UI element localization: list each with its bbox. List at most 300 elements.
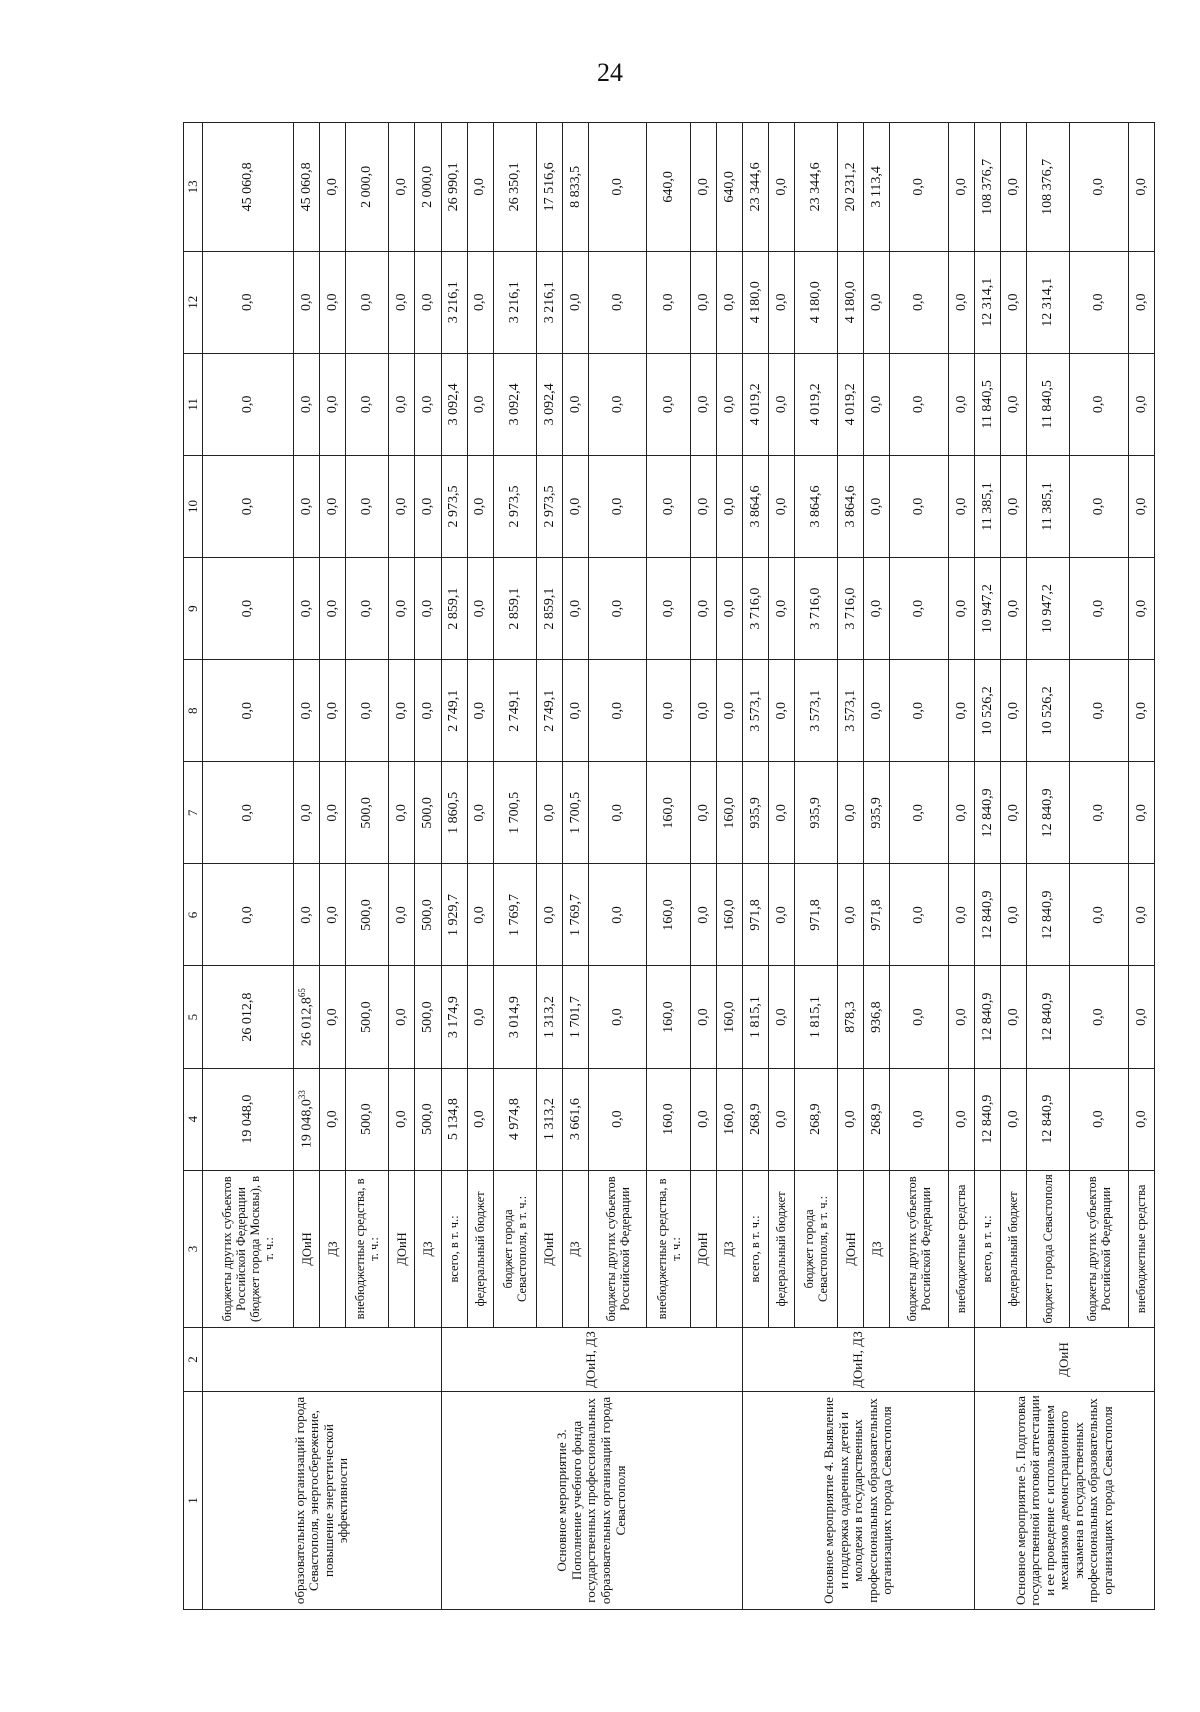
value-text: 3 174,9 — [446, 996, 462, 1039]
value-text: 3 661,6 — [567, 1098, 583, 1141]
value-text: 11 385,1 — [979, 482, 995, 531]
value-text: 3 092,4 — [506, 383, 522, 426]
value-text: 0,0 — [394, 497, 410, 516]
value-text: 0,0 — [324, 906, 340, 924]
value-cell-col-9 — [389, 558, 415, 660]
value-text: 0,0 — [1005, 599, 1021, 618]
value-cell-col-10 — [742, 455, 768, 557]
value-text: 0,0 — [240, 804, 256, 822]
value-text: 0,0 — [911, 906, 927, 924]
value-cell-col-13 — [768, 123, 794, 252]
value-cell-col-12 — [647, 251, 690, 353]
value-cell-col-13 — [588, 123, 647, 252]
value-text: 0,0 — [420, 701, 436, 720]
value-cell-col-6 — [1026, 864, 1069, 966]
value-cell-col-4 — [294, 1068, 320, 1170]
funding-source-cell: федеральный бюджет — [768, 1170, 794, 1327]
value-cell-col-6 — [716, 864, 742, 966]
funding-source-cell: ДЗ — [864, 1170, 890, 1327]
value-cell-col-4 — [690, 1068, 716, 1170]
value-cell-col-11 — [441, 353, 467, 455]
value-cell-col-12 — [864, 251, 890, 353]
funding-source-cell: ДОиН — [690, 1170, 716, 1327]
value-cell-col-7 — [1070, 762, 1129, 864]
value-text: 0,0 — [953, 497, 969, 516]
value-cell-col-6 — [690, 864, 716, 966]
value-cell-col-11 — [1026, 353, 1069, 455]
table-row — [974, 123, 1000, 1610]
value-cell-col-4 — [974, 1068, 1000, 1170]
value-text: 108 376,7 — [979, 158, 995, 215]
value-text: 0,0 — [609, 906, 625, 924]
value-cell-col-7 — [690, 762, 716, 864]
value-text: 1 701,7 — [567, 996, 583, 1039]
value-cell-col-10 — [441, 455, 467, 557]
value-text: 1 815,1 — [747, 996, 763, 1039]
value-text: 0,0 — [324, 701, 340, 720]
value-cell-col-11 — [838, 353, 864, 455]
value-text: 1 700,5 — [506, 791, 522, 834]
value-cell-col-10 — [864, 455, 890, 557]
value-cell-col-9 — [742, 558, 768, 660]
value-text: 17 516,6 — [541, 162, 557, 212]
value-text: 12 840,9 — [1040, 890, 1056, 940]
value-text: 0,0 — [1005, 497, 1021, 516]
value-cell-col-6 — [346, 864, 389, 966]
value-text: 0,0 — [394, 293, 410, 312]
value-text: 0,0 — [695, 1008, 711, 1026]
value-text: 0,0 — [609, 293, 625, 312]
value-text: 0,0 — [1005, 701, 1021, 720]
value-cell-col-5 — [1070, 966, 1129, 1068]
value-cell-col-12 — [441, 251, 467, 353]
value-cell-col-6 — [974, 864, 1000, 966]
funding-source-cell: ДОиН — [838, 1170, 864, 1327]
value-cell-col-7 — [974, 762, 1000, 864]
value-text: 500,0 — [420, 899, 436, 931]
value-text: 0,0 — [1133, 599, 1149, 618]
value-text: 0,0 — [472, 178, 488, 196]
value-text: 0,0 — [609, 599, 625, 618]
value-text: 160,0 — [660, 1001, 676, 1033]
value-text: 0,0 — [472, 497, 488, 516]
funding-source-cell: бюджеты других субъектов Российской Федерации — [890, 1170, 949, 1327]
value-text: 0,0 — [240, 497, 256, 516]
value-cell-col-5 — [536, 966, 562, 1068]
value-cell-col-9 — [690, 558, 716, 660]
value-text: 0,0 — [868, 701, 884, 720]
value-cell-col-6 — [562, 864, 588, 966]
value-cell-col-9 — [346, 558, 389, 660]
value-cell-col-10 — [294, 455, 320, 557]
value-text: 935,9 — [747, 797, 763, 829]
value-text: 0,0 — [660, 497, 676, 516]
value-text: 0,0 — [541, 804, 557, 822]
value-cell-col-4 — [1026, 1068, 1069, 1170]
value-cell-col-5 — [441, 966, 467, 1068]
funding-source-cell: бюджет города Севастополя, в т. ч.: — [794, 1170, 837, 1327]
value-cell-col-8 — [294, 660, 320, 762]
value-cell-col-6 — [1128, 864, 1154, 966]
value-cell-col-7 — [320, 762, 346, 864]
value-text: 23 344,6 — [808, 162, 824, 212]
value-text: 0,0 — [472, 395, 488, 414]
funding-source-cell: внебюджетные средства — [1128, 1170, 1154, 1327]
funding-source-cell: федеральный бюджет — [1000, 1170, 1026, 1327]
column-number-8: 8 — [184, 660, 203, 762]
value-cell-col-5 — [320, 966, 346, 1068]
value-cell-col-13 — [203, 123, 294, 252]
value-cell-col-5 — [1026, 966, 1069, 1068]
value-text: 0,0 — [911, 178, 927, 196]
value-cell-col-10 — [890, 455, 949, 557]
value-cell-col-8 — [1070, 660, 1129, 762]
value-cell-col-12 — [794, 251, 837, 353]
value-text: 12 840,9 — [1040, 992, 1056, 1042]
value-text: 0,0 — [842, 906, 858, 924]
value-text: 0,0 — [911, 701, 927, 720]
value-text: 0,0 — [695, 293, 711, 312]
value-cell-col-8 — [838, 660, 864, 762]
value-text: 0,0 — [1091, 497, 1107, 516]
value-cell-col-13 — [294, 123, 320, 252]
value-cell-col-7 — [742, 762, 768, 864]
value-cell-col-4 — [562, 1068, 588, 1170]
value-text: 11 840,5 — [1040, 380, 1056, 429]
value-cell-col-8 — [1000, 660, 1026, 762]
value-text: 0,0 — [472, 804, 488, 822]
value-text: 0,0 — [1005, 1008, 1021, 1026]
value-cell-col-7 — [1026, 762, 1069, 864]
value-text: 160,0 — [660, 797, 676, 829]
value-cell-col-10 — [346, 455, 389, 557]
value-cell-col-13 — [467, 123, 493, 252]
value-text: 0,0 — [1091, 178, 1107, 196]
value-text: 0,0 — [911, 1110, 927, 1128]
column-number-3: 3 — [184, 1170, 203, 1327]
value-cell-col-4 — [647, 1068, 690, 1170]
value-text: 160,0 — [721, 1103, 737, 1135]
value-text: 3 216,1 — [446, 281, 462, 324]
value-cell-col-7 — [562, 762, 588, 864]
value-text: 0,0 — [911, 395, 927, 414]
value-cell-col-9 — [441, 558, 467, 660]
value-cell-col-10 — [493, 455, 536, 557]
value-cell-col-9 — [467, 558, 493, 660]
value-cell-col-12 — [389, 251, 415, 353]
value-cell-col-7 — [441, 762, 467, 864]
value-cell-col-8 — [1026, 660, 1069, 762]
value-text: 0,0 — [773, 497, 789, 516]
value-cell-col-5 — [864, 966, 890, 1068]
value-text: 0,0 — [240, 395, 256, 414]
value-cell-col-12 — [1000, 251, 1026, 353]
value-text: 20 231,2 — [842, 162, 858, 212]
value-cell-col-9 — [415, 558, 441, 660]
funding-source-cell: ДЗ — [716, 1170, 742, 1327]
value-text: 3 092,4 — [446, 383, 462, 426]
value-text: 0,0 — [541, 906, 557, 924]
value-text: 0,0 — [660, 701, 676, 720]
value-cell-col-6 — [1070, 864, 1129, 966]
value-text: 3 216,1 — [506, 281, 522, 324]
value-cell-col-13 — [441, 123, 467, 252]
value-text: 0,0 — [868, 497, 884, 516]
value-cell-col-11 — [294, 353, 320, 455]
value-text: 500,0 — [359, 899, 375, 931]
value-text: 4 180,0 — [808, 281, 824, 324]
value-text: 0,0 — [472, 1008, 488, 1026]
funding-source-cell: ДЗ — [320, 1170, 346, 1327]
value-cell-col-10 — [948, 455, 974, 557]
value-cell-col-10 — [588, 455, 647, 557]
value-text: 26 012,8 — [240, 992, 256, 1042]
value-cell-col-7 — [294, 762, 320, 864]
value-cell-col-6 — [647, 864, 690, 966]
value-text: 160,0 — [660, 1103, 676, 1135]
value-text: 1 313,2 — [541, 996, 557, 1039]
value-cell-col-7 — [493, 762, 536, 864]
value-cell-col-9 — [1000, 558, 1026, 660]
value-cell-col-8 — [1128, 660, 1154, 762]
value-cell-col-9 — [838, 558, 864, 660]
value-cell-col-10 — [203, 455, 294, 557]
value-cell-col-11 — [794, 353, 837, 455]
value-cell-col-5 — [716, 966, 742, 1068]
value-cell-col-8 — [742, 660, 768, 762]
value-cell-col-5 — [493, 966, 536, 1068]
value-text: 0,0 — [609, 1008, 625, 1026]
value-cell-col-12 — [948, 251, 974, 353]
value-cell-col-11 — [562, 353, 588, 455]
value-cell-col-6 — [768, 864, 794, 966]
value-text: 0,0 — [695, 497, 711, 516]
value-text: 12 840,9 — [979, 1094, 995, 1144]
value-cell-col-10 — [1000, 455, 1026, 557]
value-cell-col-8 — [320, 660, 346, 762]
value-text: 0,0 — [953, 178, 969, 196]
value-text: 0,0 — [1005, 1110, 1021, 1128]
value-cell-col-7 — [1000, 762, 1026, 864]
value-cell-col-4 — [1000, 1068, 1026, 1170]
value-cell-col-5 — [647, 966, 690, 1068]
value-cell-col-8 — [768, 660, 794, 762]
value-cell-col-5 — [974, 966, 1000, 1068]
value-cell-col-4 — [389, 1068, 415, 1170]
value-cell-col-11 — [716, 353, 742, 455]
value-text: 0,0 — [842, 804, 858, 822]
column-number-10: 10 — [184, 455, 203, 557]
value-cell-col-8 — [536, 660, 562, 762]
value-cell-col-7 — [389, 762, 415, 864]
value-cell-col-11 — [864, 353, 890, 455]
value-text: 0,0 — [394, 178, 410, 196]
value-cell-col-5 — [690, 966, 716, 1068]
value-text: 0,0 — [953, 1008, 969, 1026]
value-text: 0,0 — [1091, 599, 1107, 618]
value-cell-col-4 — [320, 1068, 346, 1170]
value-cell-col-10 — [389, 455, 415, 557]
value-text: 0,0 — [868, 599, 884, 618]
funding-source-cell: федеральный бюджет — [467, 1170, 493, 1327]
funding-source-cell: бюджеты других субъектов Российской Федерации — [1070, 1170, 1129, 1327]
value-text: 936,8 — [868, 1001, 884, 1033]
value-cell-col-8 — [690, 660, 716, 762]
value-cell-col-8 — [890, 660, 949, 762]
value-cell-col-6 — [294, 864, 320, 966]
value-text: 0,0 — [911, 804, 927, 822]
value-cell-col-10 — [768, 455, 794, 557]
column-number-9: 9 — [184, 558, 203, 660]
funding-source-cell: ДЗ — [562, 1170, 588, 1327]
value-text: 0,0 — [695, 178, 711, 196]
value-cell-col-7 — [716, 762, 742, 864]
value-text: 0,0 — [695, 804, 711, 822]
value-cell-col-4 — [467, 1068, 493, 1170]
value-cell-col-4 — [588, 1068, 647, 1170]
executor-cell: ДОиН, ДЗ — [441, 1328, 742, 1392]
value-text: 0,0 — [420, 497, 436, 516]
value-text: 0,0 — [240, 906, 256, 924]
value-cell-col-11 — [320, 353, 346, 455]
value-text: 0,0 — [394, 1008, 410, 1026]
value-text: 0,0 — [567, 293, 583, 312]
value-cell-col-6 — [467, 864, 493, 966]
value-text: 0,0 — [1133, 497, 1149, 516]
value-text: 0,0 — [953, 395, 969, 414]
value-cell-col-11 — [1128, 353, 1154, 455]
funding-source-cell: ДОиН — [389, 1170, 415, 1327]
value-cell-col-4 — [768, 1068, 794, 1170]
value-text: 12 314,1 — [1040, 277, 1056, 327]
value-cell-col-4 — [948, 1068, 974, 1170]
value-text: 878,3 — [842, 1001, 858, 1033]
value-cell-col-11 — [493, 353, 536, 455]
value-cell-col-11 — [536, 353, 562, 455]
value-cell-col-11 — [203, 353, 294, 455]
value-text: 0,0 — [721, 599, 737, 618]
value-text: 500,0 — [359, 797, 375, 829]
value-cell-col-12 — [493, 251, 536, 353]
value-text: 2 749,1 — [541, 689, 557, 732]
value-text: 0,0 — [842, 1110, 858, 1128]
funding-source-cell: внебюджетные средства, в т. ч.: — [647, 1170, 690, 1327]
value-cell-col-9 — [974, 558, 1000, 660]
value-cell-col-11 — [690, 353, 716, 455]
value-cell-col-12 — [716, 251, 742, 353]
value-text: 0,0 — [773, 395, 789, 414]
value-cell-col-8 — [441, 660, 467, 762]
value-cell-col-6 — [588, 864, 647, 966]
value-text: 0,0 — [324, 497, 340, 516]
value-text: 12 840,9 — [979, 788, 995, 838]
value-text: 12 840,9 — [1040, 1094, 1056, 1144]
column-number-1: 1 — [184, 1391, 203, 1609]
value-text: 26 350,1 — [506, 162, 522, 212]
value-cell-col-8 — [794, 660, 837, 762]
value-text: 2 859,1 — [446, 587, 462, 630]
value-cell-col-12 — [768, 251, 794, 353]
value-text: 0,0 — [660, 293, 676, 312]
value-cell-col-11 — [389, 353, 415, 455]
value-cell-col-12 — [203, 251, 294, 353]
value-cell-col-4 — [838, 1068, 864, 1170]
value-text: 8 833,5 — [567, 165, 583, 208]
value-text: 0,0 — [773, 178, 789, 196]
value-text: 3 716,0 — [747, 587, 763, 630]
value-text: 0,0 — [773, 1110, 789, 1128]
value-text: 11 385,1 — [1040, 482, 1056, 531]
value-cell-col-5 — [562, 966, 588, 1068]
value-cell-col-11 — [647, 353, 690, 455]
value-cell-col-5 — [467, 966, 493, 1068]
value-text: 640,0 — [721, 171, 737, 203]
value-text: 0,0 — [359, 599, 375, 618]
table-row — [742, 123, 768, 1610]
value-text: 0,0 — [721, 497, 737, 516]
value-text: 0,0 — [695, 1110, 711, 1128]
value-text: 3 573,1 — [747, 689, 763, 732]
value-text: 0,0 — [472, 599, 488, 618]
value-text: 0,0 — [359, 701, 375, 720]
value-cell-col-5 — [1128, 966, 1154, 1068]
value-cell-col-6 — [441, 864, 467, 966]
value-text: 0,0 — [472, 701, 488, 720]
value-text: 0,0 — [1133, 1008, 1149, 1026]
value-cell-col-6 — [1000, 864, 1026, 966]
value-text: 500,0 — [359, 1001, 375, 1033]
value-cell-col-13 — [1128, 123, 1154, 252]
value-cell-col-9 — [768, 558, 794, 660]
value-text: 4 019,2 — [747, 383, 763, 426]
value-cell-col-10 — [1128, 455, 1154, 557]
value-cell-col-13 — [690, 123, 716, 252]
funding-source-cell: внебюджетные средства, в т. ч.: — [346, 1170, 389, 1327]
value-cell-col-12 — [588, 251, 647, 353]
value-text: 2 973,5 — [506, 485, 522, 528]
table-row — [441, 123, 467, 1610]
funding-source-cell: всего, в т. ч.: — [441, 1170, 467, 1327]
value-text: 12 840,9 — [979, 890, 995, 940]
funding-source-cell: ДОиН — [536, 1170, 562, 1327]
value-cell-col-5 — [294, 966, 320, 1068]
value-cell-col-11 — [742, 353, 768, 455]
value-cell-col-7 — [1128, 762, 1154, 864]
value-text: 0,0 — [1091, 1008, 1107, 1026]
value-text: 0,0 — [394, 906, 410, 924]
value-text: 0,0 — [773, 293, 789, 312]
value-text: 0,0 — [324, 178, 340, 196]
value-text: 0,0 — [868, 293, 884, 312]
value-text: 160,0 — [660, 899, 676, 931]
value-text: 0,0 — [1133, 701, 1149, 720]
value-cell-col-13 — [974, 123, 1000, 252]
value-cell-col-10 — [716, 455, 742, 557]
value-cell-col-7 — [768, 762, 794, 864]
value-text: 0,0 — [660, 395, 676, 414]
value-cell-col-11 — [415, 353, 441, 455]
value-text: 0,0 — [609, 497, 625, 516]
value-text: 0,0 — [721, 293, 737, 312]
value-cell-col-4 — [742, 1068, 768, 1170]
value-text: 0,0 — [240, 701, 256, 720]
value-text: 2 973,5 — [446, 485, 462, 528]
value-cell-col-13 — [1026, 123, 1069, 252]
value-text: 3 216,1 — [541, 281, 557, 324]
value-cell-col-4 — [415, 1068, 441, 1170]
value-text: 0,0 — [695, 906, 711, 924]
value-text: 12 840,9 — [1040, 788, 1056, 838]
